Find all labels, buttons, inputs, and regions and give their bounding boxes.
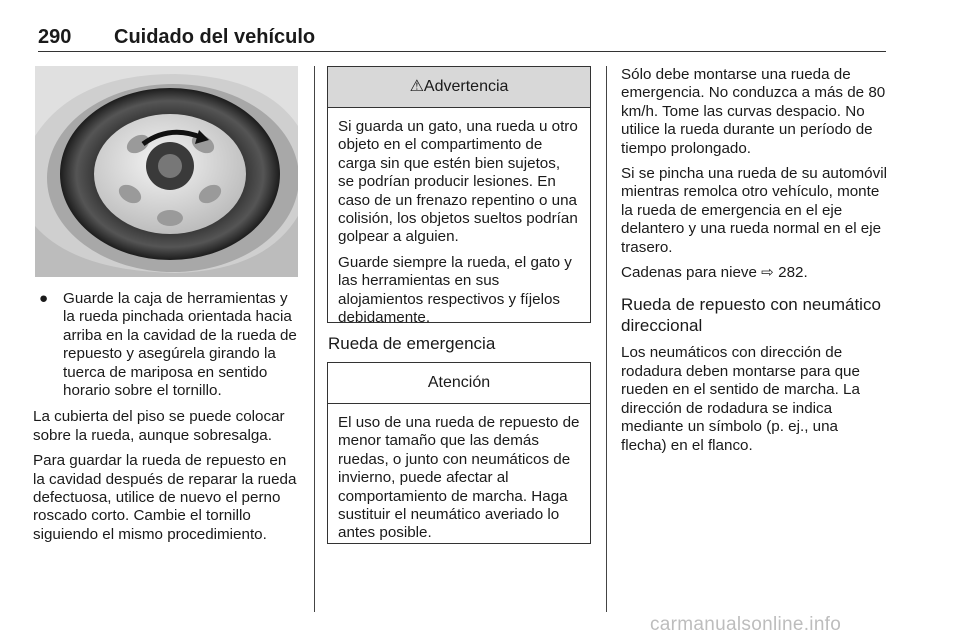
- cross-reference: Cadenas para nieve ⇨ 282.: [621, 264, 808, 282]
- page-title: Cuidado del vehículo: [114, 26, 316, 48]
- right-column: [621, 66, 887, 462]
- warning-text: Si guarda un gato, una rueda u otro objeto en el compartimento de carga sin que estén bien sujetos, se podrían producir lesiones. En caso de un frenazo repentino o una colisión, los objetos sueltos podrían golpear a alguien.: [338, 118, 578, 246]
- page-header: [38, 26, 886, 52]
- warning-box: [327, 66, 591, 327]
- attention-box-header: [328, 363, 590, 404]
- paragraph: Sólo debe montarse una rueda de emergencia. No conduzca a más de 80 km/h. Tome las curvas despacio. No utilice la rueda durante un período de tiempo prolongado.: [621, 66, 886, 157]
- header-rule: [38, 51, 886, 52]
- paragraph: Si se pincha una rueda de su automóvil mientras remolca otro vehículo, monte la rueda de emergencia en el eje delantero y una rueda normal en el eje trasero.: [621, 165, 887, 256]
- column-divider-2: [606, 66, 607, 612]
- watermark: carmanualsonline.info: [650, 614, 842, 635]
- warning-title: Advertencia: [423, 78, 509, 95]
- cross-reference-page: 282: [778, 264, 804, 282]
- left-column: [33, 290, 299, 551]
- attention-title: Atención: [427, 374, 491, 391]
- section-heading: Rueda de emergencia: [328, 334, 496, 353]
- spare-wheel-illustration: [35, 66, 298, 277]
- column-divider-1: [314, 66, 315, 612]
- section-heading: Rueda de repuesto con neumático direccional: [621, 295, 881, 336]
- paragraph: La cubierta del piso se puede colocar sobre la rueda, aunque sobresalga.: [33, 408, 285, 444]
- page-number: 290: [38, 26, 72, 48]
- cross-reference-text: Cadenas para nieve: [621, 264, 762, 282]
- paragraph: Para guardar la rueda de repuesto en la cavidad después de reparar la rueda defectuosa, utilice de nuevo el perno roscado corto. Cambie el tornillo siguiendo el mismo procedimiento.: [33, 452, 297, 543]
- paragraph: Los neumáticos con dirección de rodadura deben montarse para que rueden en el sentido de marcha. La dirección de rodadura se indica mediante un símbolo (p. ej., una flecha) en el flanco.: [621, 344, 860, 454]
- attention-text: El uso de una rueda de repuesto de menor tamaño que las demás ruedas, o junto con neumáticos de invierno, puede afectar al comportamiento de marcha. Haga sustituir el neumático averiado lo antes posible.: [338, 414, 580, 542]
- page-reference-icon: ⇨: [761, 264, 774, 282]
- warning-box-header: [328, 67, 590, 108]
- warning-icon: ⚠: [409, 78, 424, 95]
- list-item: [33, 290, 299, 400]
- attention-box: [327, 362, 591, 544]
- warning-text: Guarde siempre la rueda, el gato y las herramientas en sus alojamientos respectivos y fíjelos debidamente.: [338, 253, 572, 327]
- bullet-icon: ●: [39, 290, 49, 307]
- bullet-text: Guarde la caja de herramientas y la rueda pinchada orientada hacia arriba en la cavidad de la rueda de repuesto y asegúrela girando la tuerca de mariposa en sentido horario sobre el tornillo.: [63, 290, 297, 400]
- section-heading-block: [328, 333, 592, 354]
